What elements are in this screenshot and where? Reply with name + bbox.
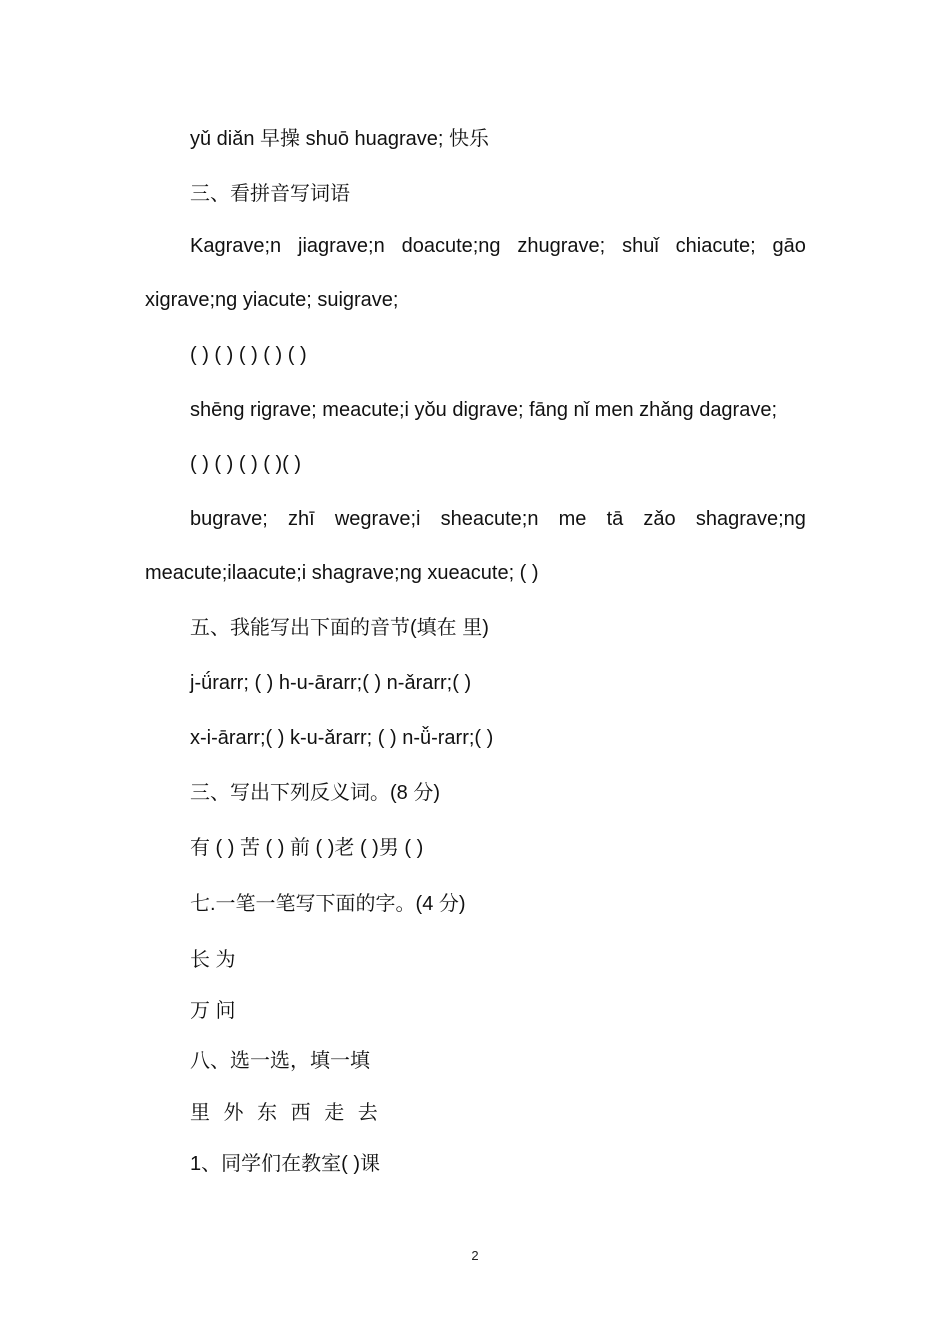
pinyin-word: wegrave;i [334,508,421,530]
section-heading-5: 五、我能写出下面的音节(填在 里) [190,617,489,639]
pinyin-word: zhī [288,508,315,530]
syllable-line-1: j-ǘrarr; ( ) h-u-ārarr;( ) n-ǎrarr;( ) [190,672,472,694]
pinyin-word: shagrave;ng [695,508,806,530]
syllable-line-2: x-i-ārarr;( ) k-u-ǎrarr; ( ) n-ǚ-rarr;( ) [190,727,494,749]
pinyin-word: Kagrave;n [190,235,282,257]
answer-blanks-1: ( ) ( ) ( ) ( ) ( ) [190,344,307,366]
pinyin-word: jiagrave;n [298,235,385,257]
pinyin-word: doacute;ng [401,235,501,257]
question-1: 1、同学们在教室( )课 [190,1153,380,1175]
answer-blanks-2: ( ) ( ) ( ) ( )( ) [190,453,302,475]
pinyin-continuation-a: xigrave;ng yiacute; suigrave; [145,289,399,311]
section-heading-antonyms: 三、写出下列反义词。(8 分) [190,782,440,804]
pinyin-justified-line-b [190,505,806,533]
pinyin-word: chiacute; [675,235,756,257]
antonym-line: 有 ( ) 苦 ( ) 前 ( )老 ( )男 ( ) [190,837,424,859]
character-line-1: 长 为 [190,949,236,971]
pinyin-word: zhugrave; [517,235,606,257]
section-heading-7: 七.一笔一笔写下面的字。(4 分) [190,893,466,915]
pinyin-continuation-b: meacute;ilaacute;i shagrave;ng xueacute; ( ) [145,562,539,584]
character-line-2: 万 问 [190,1000,236,1022]
pinyin-word: zǎo [643,508,676,530]
pinyin-word: tā [606,508,624,530]
pinyin-word: me [558,508,587,530]
pinyin-word: gāo [772,235,806,257]
pinyin-line-1: yǔ diǎn 早操 shuō huagrave; 快乐 [190,128,490,150]
pinyin-word: shuǐ [622,235,659,257]
pinyin-word: bugrave; [190,508,268,530]
pinyin-justified-line-a [190,232,806,260]
word-choices: 里 外 东 西 走 去 [190,1102,382,1124]
section-heading-8: 八、选一选，填一填 [190,1050,370,1072]
page-number: 2 [471,1248,479,1263]
pinyin-line-2: shēng rigrave; meacute;i yǒu digrave; fāng nǐ men zhǎng dagrave; [190,399,778,421]
pinyin-word: sheacute;n [440,508,539,530]
section-heading-3: 三、看拼音写词语 [190,183,350,205]
